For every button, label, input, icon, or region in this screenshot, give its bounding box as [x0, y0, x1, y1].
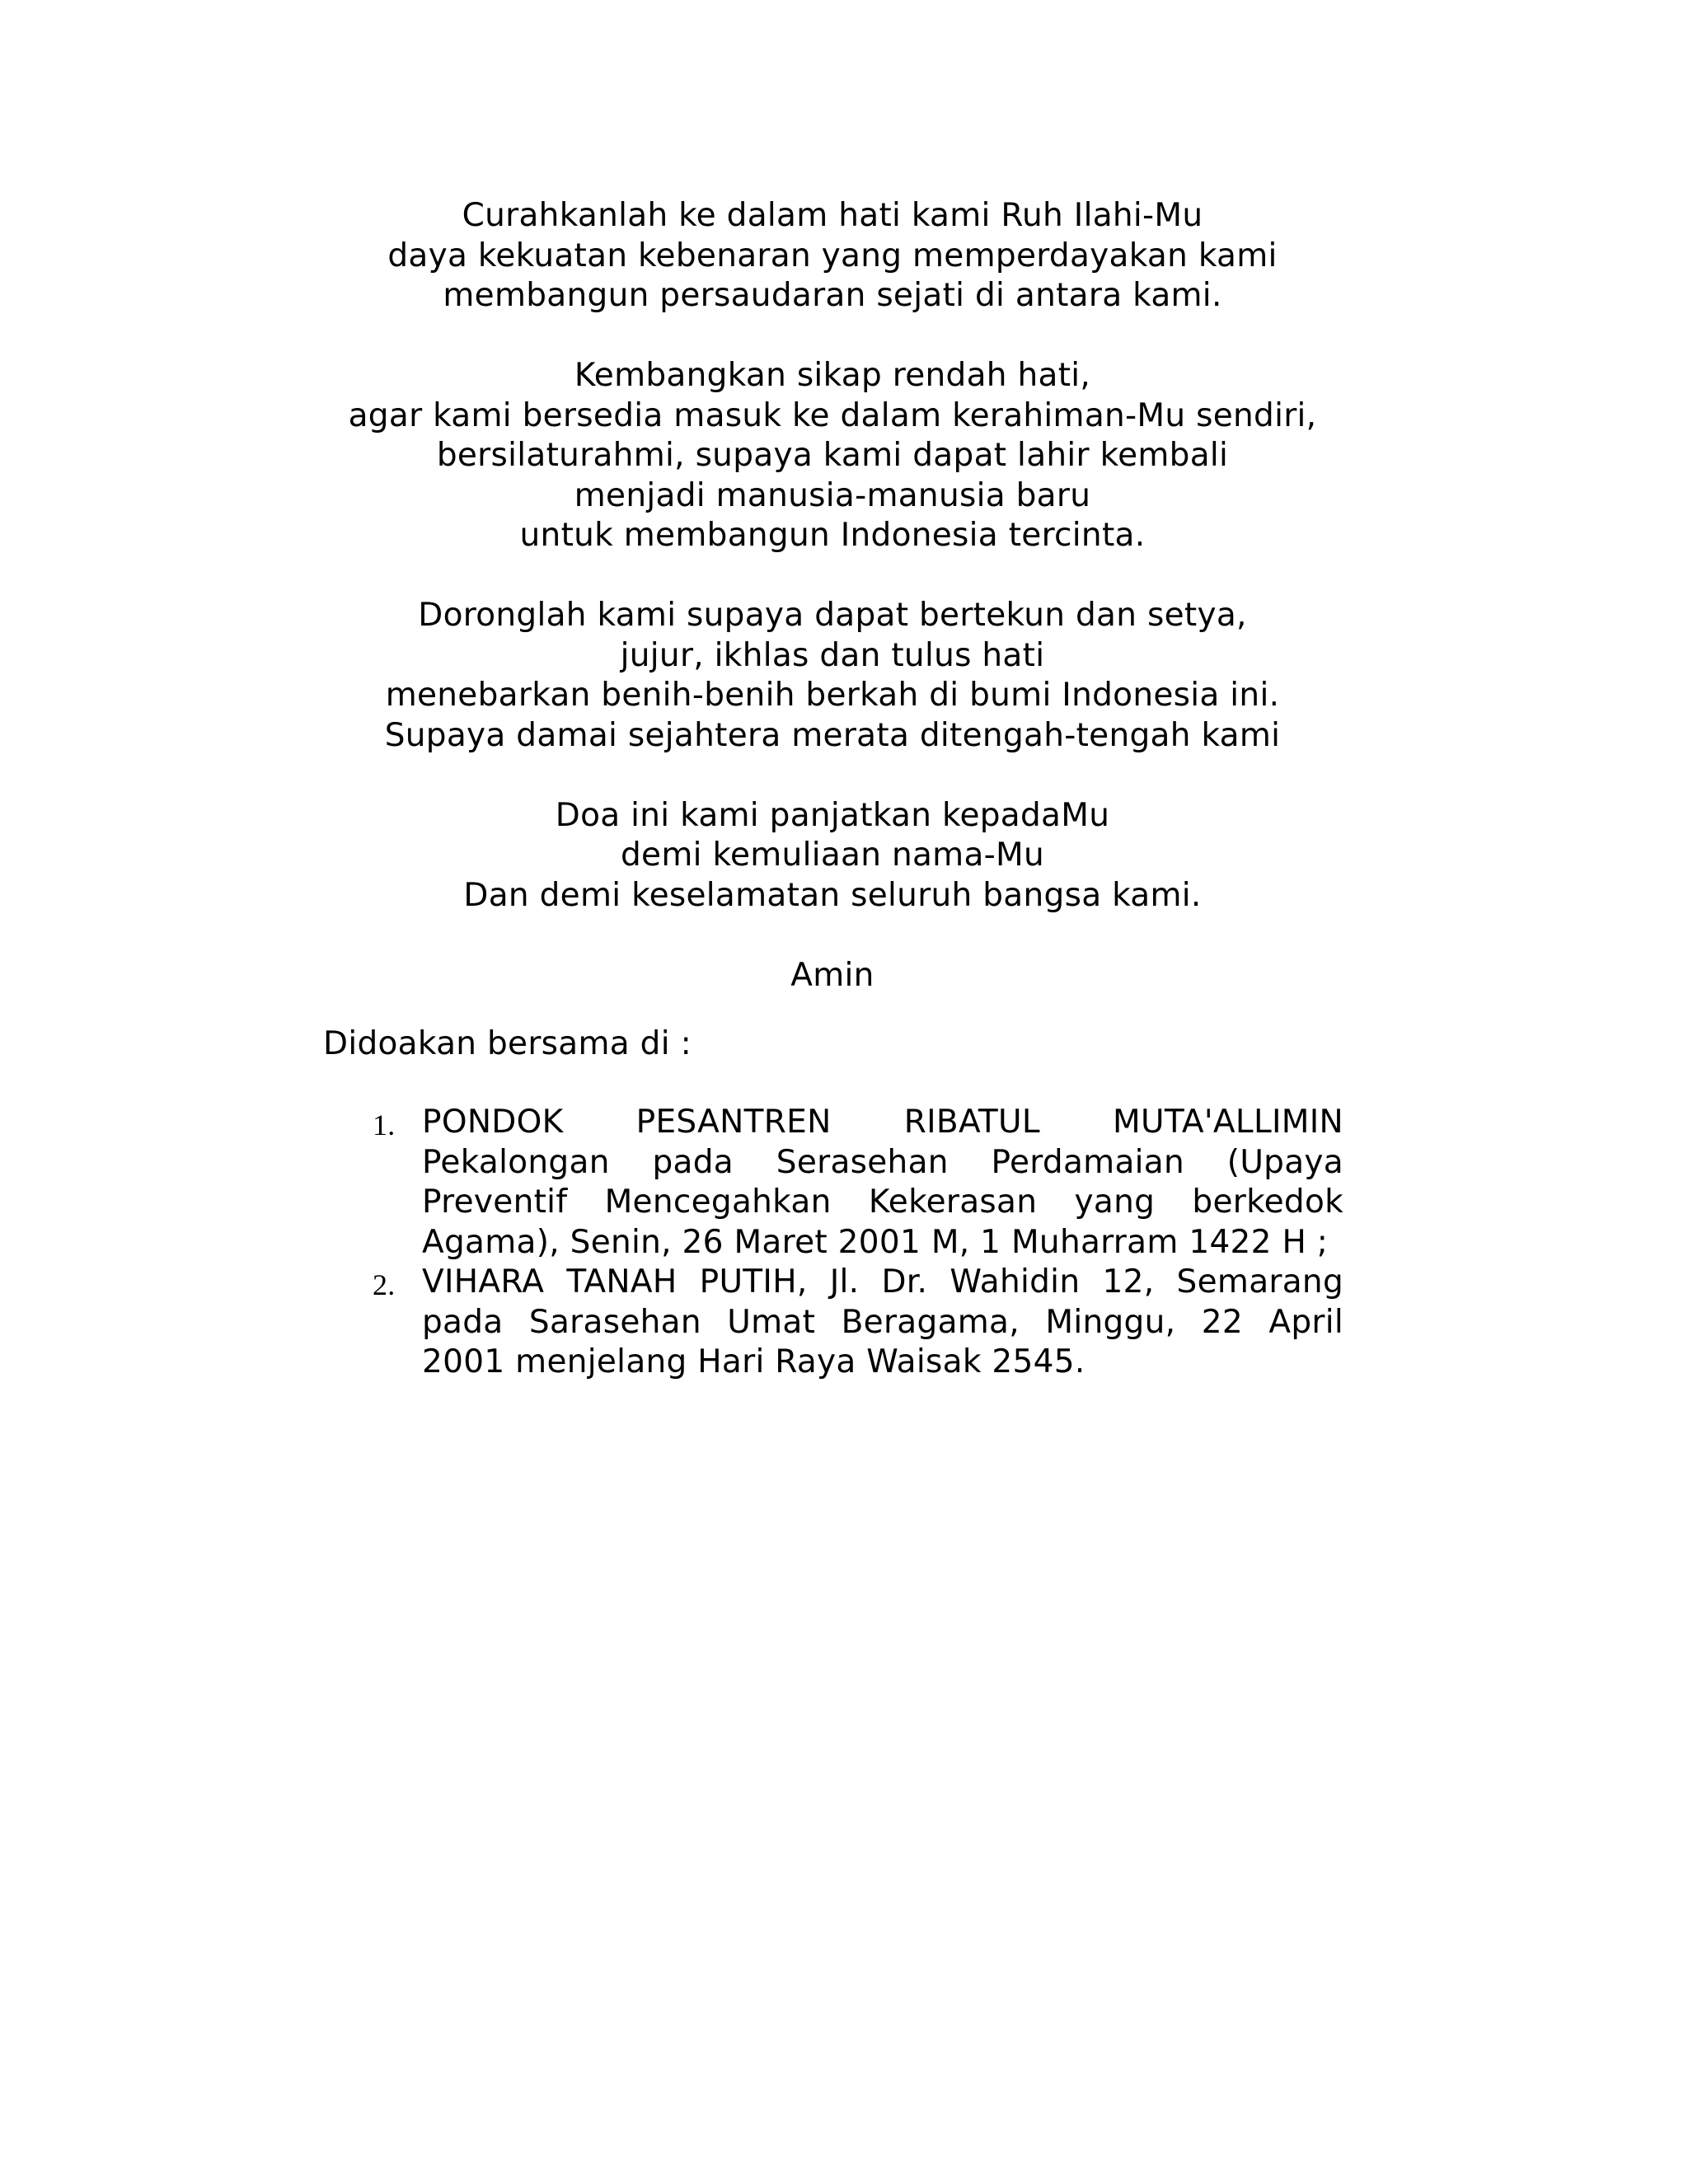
prayer-line: jujur, ikhlas dan tulus hati [620, 636, 1045, 674]
list-item-number: 2. [373, 1268, 396, 1301]
prayer-line: Supaya damai sejahtera merata ditengah-tengah kami [384, 716, 1281, 754]
prayer-line: Curahkanlah ke dalam hati kami Ruh Ilahi-Mu [462, 197, 1203, 234]
list-item-number: 1. [373, 1108, 396, 1141]
list-item [363, 1263, 1343, 1383]
prayer-line: membangun persaudaran sejati di antara kami. [443, 277, 1222, 314]
prayer-line: bersilaturahmi, supaya kami dapat lahir kembali [436, 437, 1229, 474]
prayer-closing: Amin [790, 956, 874, 994]
prayer-line: untuk membangun Indonesia tercinta. [519, 517, 1146, 554]
prayer-line: demi kemuliaan nama-Mu [621, 837, 1044, 874]
prayer-line: Doa ini kami panjatkan kepadaMu [555, 796, 1110, 834]
prayer-stanza-3 [321, 596, 1343, 756]
prayer-line: Doronglah kami supaya dapat bertekun dan setya, [418, 597, 1247, 634]
prayer-stanza-1 [321, 196, 1343, 316]
list-item-text: VIHARA TANAH PUTIH, Jl. Dr. Wahidin 12, Semarang pada Sarasehan Umat Beragama, Minggu, 22 April 2001 menjelang Hari Raya Waisak 2545. [422, 1263, 1343, 1380]
prayer-line: menjadi manusia-manusia baru [574, 476, 1091, 514]
prayer-line: Kembangkan sikap rendah hati, [574, 357, 1091, 394]
prayer-line: Dan demi keselamatan seluruh bangsa kami. [463, 876, 1202, 914]
prayer-line: agar kami bersedia masuk ke dalam kerahiman-Mu sendiri, [348, 396, 1317, 434]
prayer-stanza-4 [321, 796, 1343, 916]
prayer-line: menebarkan benih-benih berkah di bumi Indonesia ini. [385, 677, 1280, 714]
places-list [363, 1103, 1343, 1383]
list-item [363, 1103, 1343, 1263]
prayer-stanza-2 [321, 356, 1343, 556]
places-intro: Didoakan bersama di : [323, 1025, 692, 1062]
prayer-line: daya kekuatan kebenaran yang memperdayakan kami [387, 237, 1278, 274]
prayer-text [321, 196, 1343, 996]
list-item-text: PONDOK PESANTREN RIBATUL MUTA'ALLIMIN Pekalongan pada Serasehan Perdamaian (Upaya Preventif Mencegahkan Kekerasan yang berkedok Agama), Senin, 26 Maret 2001 M, 1 Muharram 1422 H ; [422, 1104, 1343, 1261]
